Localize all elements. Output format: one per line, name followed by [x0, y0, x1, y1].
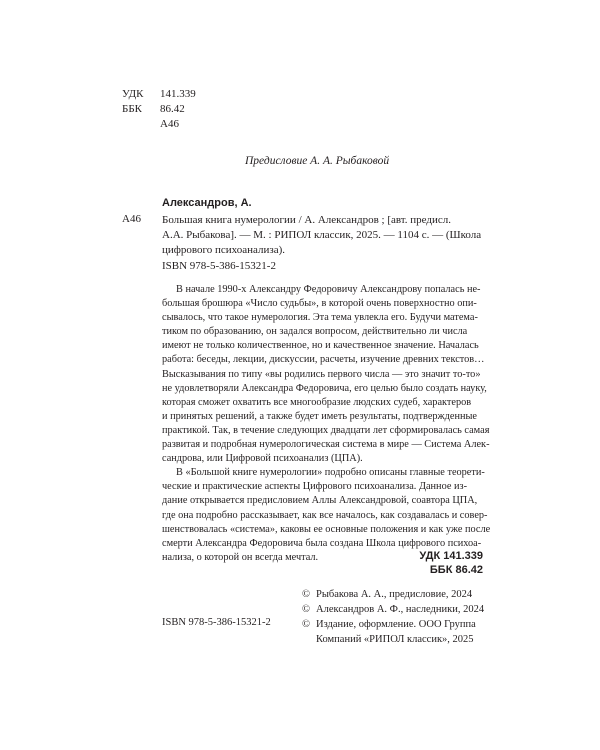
udk-label: УДК	[122, 88, 144, 100]
udk-row	[122, 87, 196, 102]
bbk-bottom: ББК 86.42	[429, 564, 483, 576]
annotation-line: В начале 1990-х Александру Федоровичу Александрову попалась не-	[176, 284, 481, 295]
copyright-line	[302, 587, 484, 602]
annotation-line: В «Большой книге нумерологии» подробно описаны главные теорети-	[176, 467, 485, 479]
annotation-line: смерти Александра Федоровича была создана Школа цифрового психоа-	[162, 537, 482, 549]
classification-top	[122, 87, 196, 132]
annotation-line: большая брошюра «Число судьбы», в которой очень поверхностно опи-	[162, 298, 477, 310]
copyright-symbol: ©	[302, 589, 310, 600]
biblio-line: А.А. Рыбакова]. — М. : РИПОЛ классик, 2025. — 1104 с. — (Школа	[162, 229, 482, 241]
isbn-record: ISBN 978-5-386-15321-2	[162, 260, 276, 272]
bibliographic-description	[162, 213, 480, 258]
annotation-line: которая сможет охватить все многообразие людских судеб, характеров	[162, 396, 472, 408]
annotation-line: где она подробно рассказывает, как все началось, как создавалась и совер-	[162, 509, 488, 521]
copyright-text: Александров А. Ф., наследники, 2024	[316, 604, 485, 615]
annotation-line: и принятых решений, а также будет иметь результаты, подтвержденные	[162, 410, 477, 422]
annotation-line: развитая и подробная нумерологическая система в мире — Система Алек-	[162, 439, 490, 451]
annotation-line: сывалось, что такое нумерология. Эта тема увлекла его. Будучи матема-	[162, 312, 478, 324]
author-code-row	[122, 117, 196, 132]
annotation-line: тиком по образованию, он задался вопросом, действительно ли числа	[162, 326, 468, 338]
copyright-line	[302, 602, 484, 617]
annotation-line: работа: беседы, лекции, дискуссии, расчеты, изучение древних текстов…	[162, 354, 485, 366]
bbk-label: ББК	[122, 103, 142, 115]
isbn-bottom: ISBN 978-5-386-15321-2	[162, 617, 271, 628]
annotation-line: нализа, о которой он всегда мечтал.	[162, 551, 319, 563]
annotation-line: не удовлетворяли Александра Федоровича, его целью было создать науку,	[162, 382, 487, 394]
biblio-line: цифрового психоанализа).	[162, 244, 286, 256]
author-heading: Александров, А.	[162, 197, 252, 209]
annotation-line: имеют не только количественное, но и качественное значение. Началась	[162, 340, 479, 352]
copyright-block	[302, 587, 484, 647]
classification-bottom	[419, 549, 483, 577]
annotation-line: ческие и практические аспекты Цифрового психоанализа. Данное из-	[162, 481, 467, 493]
copyright-text: Рыбакова А. А., предисловие, 2024	[316, 589, 473, 600]
bbk-row	[122, 102, 196, 117]
copyright-line	[302, 617, 484, 632]
copyright-symbol: ©	[302, 619, 310, 630]
preface-note: Предисловие А. А. Рыбаковой	[245, 155, 390, 167]
copyright-symbol: ©	[302, 604, 310, 615]
annotation-line: практикой. Так, в течение следующих двадцати лет сформировалась самая	[162, 424, 490, 436]
biblio-line: Большая книга нумерологии / А. Александров ; [авт. предисл.	[162, 214, 452, 226]
copyright-text-continuation: Компаний «РИПОЛ классик», 2025	[316, 634, 474, 645]
annotation-line: Высказывания по типу «вы родились первого числа — это значит то-то»	[162, 368, 481, 380]
annotation	[162, 283, 491, 565]
copyright-text: Издание, оформление. ООО Группа	[316, 619, 476, 630]
annotation-line: дание открывается предисловием Аллы Александровой, соавтора ЦПА,	[162, 495, 478, 507]
annotation-line: шенствовалась «система», каковы ее основные положения и как уже после	[162, 523, 491, 535]
author-code-top: А46	[160, 118, 179, 130]
udk-value: 141.339	[160, 88, 196, 100]
annotation-line: сандрова, или Цифровой психоанализ (ЦПА).	[162, 453, 363, 465]
udk-bottom: УДК 141.339	[419, 550, 483, 562]
bbk-value: 86.42	[160, 103, 185, 115]
author-code: А46	[122, 213, 141, 225]
